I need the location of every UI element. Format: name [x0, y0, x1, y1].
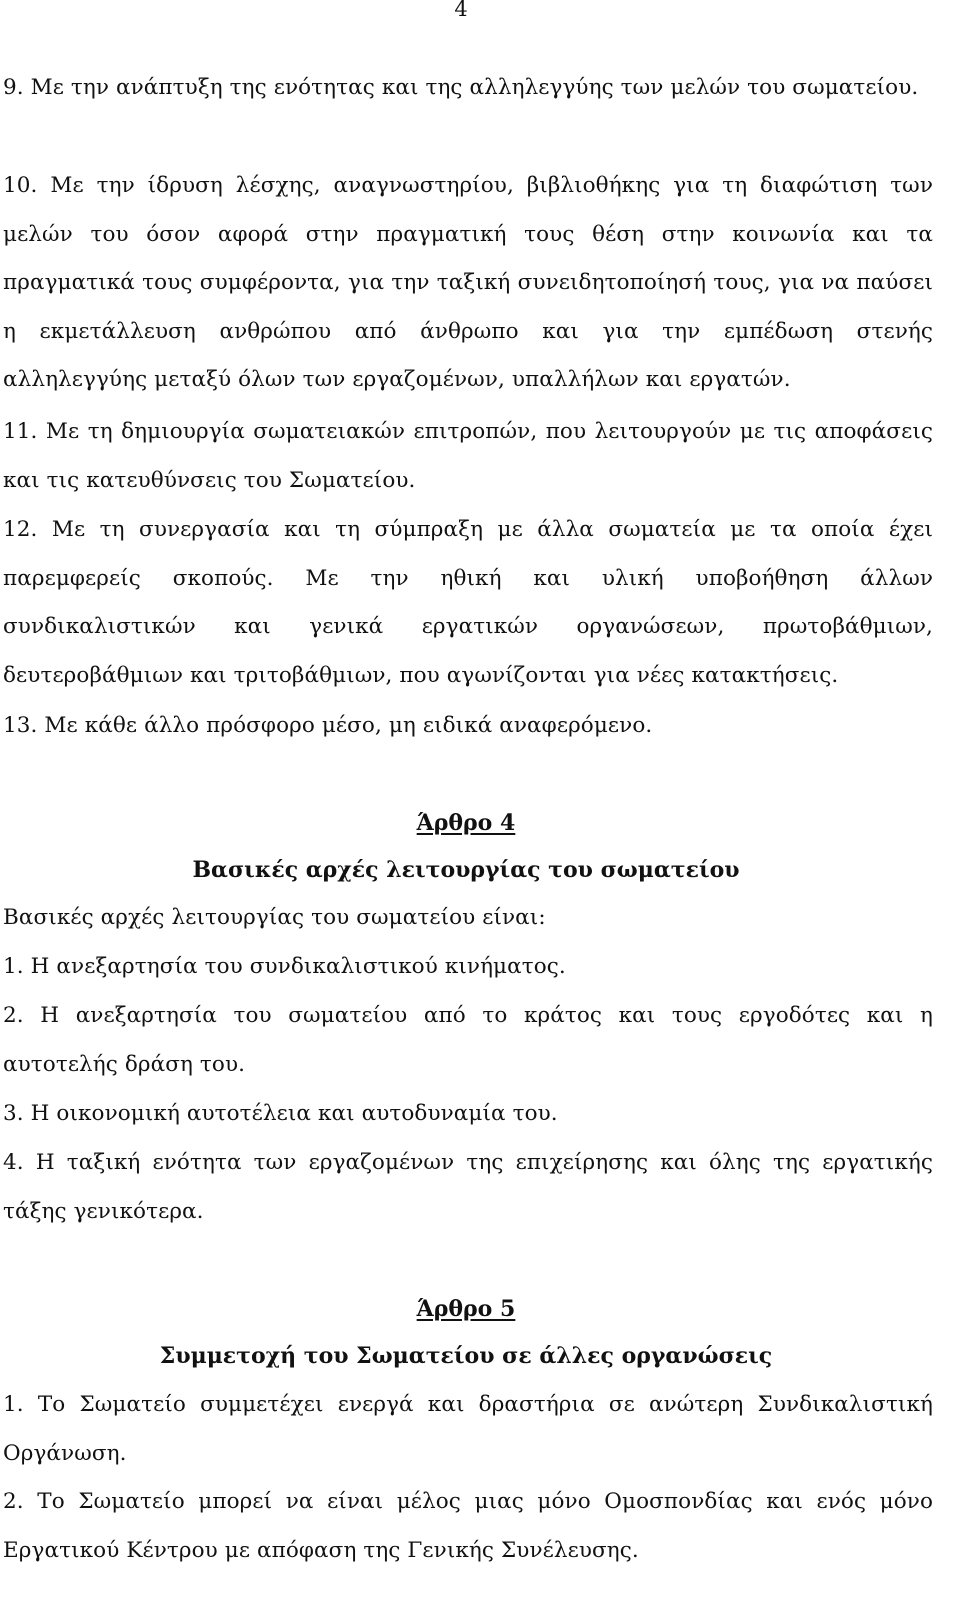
page-number: 4 — [454, 0, 468, 21]
article-5-item-2: 2. Το Σωματείο μπορεί να είναι μέλος μιας μόνο Ομοσπονδίας και ενός μόνο Εργατικού Κέντρου με απόφαση της Γενικής Συνέλευσης. — [3, 1489, 933, 1563]
article-4-item-2: 2. Η ανεξαρτησία του σωματείου από το κράτος και τους εργοδότες και η αυτοτελής δράση του. — [3, 1003, 933, 1077]
article-5-heading: Άρθρο 5 — [416, 1296, 516, 1322]
article-5-title: Συμμετοχή του Σωματείου σε άλλες οργανώσεις — [159, 1343, 773, 1369]
article-4-heading: Άρθρο 4 — [416, 810, 516, 836]
article-5-item-1: 1. Το Σωματείο συμμετέχει ενεργά και δραστήρια σε ανώτερη Συνδικαλιστική Οργάνωση. — [3, 1392, 933, 1466]
article-4-item-1: 1. Η ανεξαρτησία του συνδικαλιστικού κινήματος. — [3, 954, 566, 979]
article-4-item-3: 3. Η οικονομική αυτοτέλεια και αυτοδυναμία του. — [3, 1101, 558, 1126]
paragraph-item-13: 13. Με κάθε άλλο πρόσφορο μέσο, μη ειδικά αναφερόμενο. — [3, 713, 653, 738]
paragraph-item-10: 10. Με την ίδρυση λέσχης, αναγνωστηρίου, βιβλιοθήκης για τη διαφώτιση των μελών του όσον αφορά στην πραγματική τους θέση στην κοινωνία και τα πραγματικά τους συμφέροντα, για την ταξική συνειδητοποίησή τους, για να παύσει η εκμετάλλευση ανθρώπου από άνθρωπο και για την εμπέδωση στενής αλληλεγγύης μεταξύ όλων των εργαζομένων, υπαλλήλων και εργατών. — [3, 173, 933, 393]
paragraph-item-12: 12. Με τη συνεργασία και τη σύμπραξη με άλλα σωματεία με τα οποία έχει παρεμφερείς σκοπούς. Με την ηθική και υλική υποβοήθηση άλλων συνδικαλιστικών και γενικά εργατικών οργανώσεων, πρωτοβάθμιων, δευτεροβάθμιων και τριτοβάθμιων, που αγωνίζονται για νέες κατακτήσεις. — [3, 517, 933, 688]
paragraph-item-9: 9. Με την ανάπτυξη της ενότητας και της αλληλεγγύης των μελών του σωματείου. — [3, 75, 919, 100]
paragraph-item-11: 11. Με τη δημιουργία σωματειακών επιτροπών, που λειτουργούν με τις αποφάσεις και τις κατευθύνσεις του Σωματείου. — [3, 419, 933, 493]
article-4-intro: Βασικές αρχές λειτουργίας του σωματείου είναι: — [3, 905, 546, 930]
article-4-item-4: 4. Η ταξική ενότητα των εργαζομένων της επιχείρησης και όλης της εργατικής τάξης γενικότερα. — [3, 1150, 933, 1224]
article-4-title: Βασικές αρχές λειτουργίας του σωματείου — [192, 857, 740, 883]
